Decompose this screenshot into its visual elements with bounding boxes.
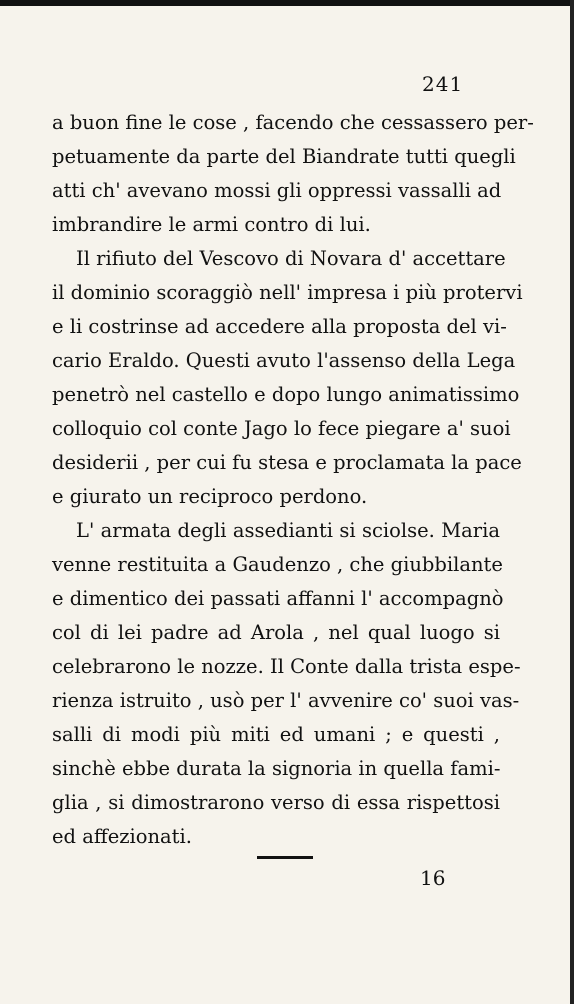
text-line: Il rifiuto del Vescovo di Novara d' accettare [76, 247, 506, 270]
text-line: e dimentico dei passati affanni l' accompagnò [52, 587, 504, 610]
text-line: venne restituita a Gaudenzo , che giubbilante [52, 553, 503, 576]
text-line: rienza istruito , usò per l' avvenire co' suoi vas- [52, 689, 520, 712]
text-line: atti ch' avevano mossi gli oppressi vassalli ad [52, 179, 502, 202]
text-line: petuamente da parte del Biandrate tutti quegli [52, 145, 516, 168]
paragraph-3 [52, 514, 521, 854]
text-line: e giurato un reciproco perdono. [52, 485, 368, 508]
text-line: desiderii , per cui fu stesa e proclamata la pace [52, 451, 522, 474]
text-line: L' armata degli assedianti si sciolse. Maria [76, 519, 500, 542]
text-line: sinchè ebbe durata la signoria in quella fami- [52, 757, 501, 780]
text-line: cario Eraldo. Questi avuto l'assenso della Lega [52, 349, 516, 372]
scan-right-edge [570, 0, 574, 1004]
text-line: ed affezionati. [52, 825, 192, 848]
paragraph-1 [52, 106, 534, 242]
text-line: penetrò nel castello e dopo lungo animatissimo [52, 383, 520, 406]
body-text [52, 106, 534, 854]
text-line: e li costrinse ad accedere alla proposta del vi- [52, 315, 507, 338]
text-line: salli di modi più miti ed umani ; e questi , [52, 723, 500, 746]
end-rule [257, 856, 313, 859]
text-line: celebrarono le nozze. Il Conte dalla trista espe- [52, 655, 521, 678]
text-line: glia , si dimostrarono verso di essa rispettosi [52, 791, 500, 814]
signature-mark: 16 [420, 866, 446, 890]
text-line: col di lei padre ad Arola , nel qual luogo si [52, 621, 500, 644]
text-line: a buon fine le cose , facendo che cessassero per- [52, 111, 534, 134]
text-line: il dominio scoraggiò nell' impresa i più protervi [52, 281, 523, 304]
paragraph-2 [52, 242, 523, 514]
page-number: 241 [422, 72, 464, 96]
text-line: colloquio col conte Jago lo fece piegare a' suoi [52, 417, 511, 440]
text-line: imbrandire le armi contro di lui. [52, 213, 371, 236]
scan-top-edge [0, 0, 574, 6]
